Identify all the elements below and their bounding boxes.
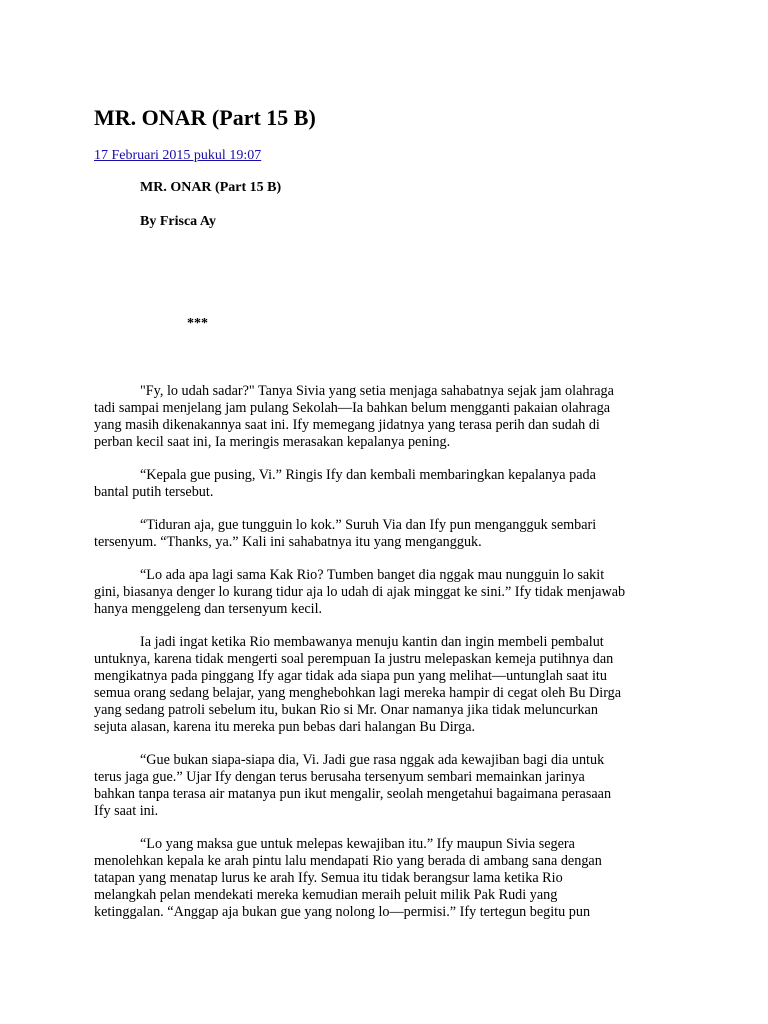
story-paragraph: “Lo yang maksa gue untuk melepas kewajiban itu.” Ify maupun Sivia segera menolehkan kepala ke arah pintu lalu mendapati Rio yang berada di ambang sana dengan tatapan yang menatap lurus ke arah Ify. Semua itu tidak berangsur lama ketika Rio melangkah pelan mendekati mereka kemudian meraih peluit milik Pak Rudi yang ketinggalan. “Anggap aja bukan gue yang nolong lo—permisi.” Ify tertegun begitu pun [94, 836, 602, 920]
story-body [94, 383, 676, 937]
story-paragraph: “Lo ada apa lagi sama Kak Rio? Tumben banget dia nggak mau nungguin lo sakit gini, biasanya denger lo kurang tidur aja lo udah di ajak minggat ke sini.” Ify tidak menjawab hanya menggeleng dan tersenyum kecil. [94, 567, 626, 617]
story-author: By Frisca Ay [140, 214, 216, 229]
post-date-link[interactable]: 17 Februari 2015 pukul 19:07 [94, 148, 262, 163]
story-paragraph: “Gue bukan siapa-siapa dia, Vi. Jadi gue rasa nggak ada kewajiban bagi dia untuk terus jaga gue.” Ujar Ify dengan terus berusaha tersenyum sembari memainkan jarinya bahkan tanpa terasa air matanya pun ikut mengalir, seolah mengetahui bagaimana perasaan Ify saat ini. [94, 752, 612, 819]
story-paragraph: "Fy, lo udah sadar?" Tanya Sivia yang setia menjaga sahabatnya sejak jam olahraga tadi sampai menjelang jam pulang Sekolah—Ia bahkan belum mengganti pakaian olahraga yang masih dikenakannya saat ini. Ify memegang jidatnya yang terasa perih dan sudah di perban kecil saat ini, Ia meringis merasakan kepalanya pening. [94, 383, 614, 450]
page-title: MR. ONAR (Part 15 B) [94, 105, 316, 130]
story-title: MR. ONAR (Part 15 B) [140, 180, 282, 195]
story-paragraph: “Tiduran aja, gue tungguin lo kok.” Suruh Via dan Ify pun mengangguk sembari tersenyum. “Thanks, ya.” Kali ini sahabatnya itu yang mengangguk. [94, 517, 597, 550]
section-separator: *** [187, 316, 208, 331]
story-paragraph: “Kepala gue pusing, Vi.” Ringis Ify dan kembali membaringkan kepalanya pada bantal putih tersebut. [94, 467, 596, 500]
story-paragraph: Ia jadi ingat ketika Rio membawanya menuju kantin dan ingin membeli pembalut untuknya, karena tidak mengerti soal perempuan Ia justru melepaskan kemeja putihnya dan mengikatnya pada pinggang Ify agar tidak ada siapa pun yang melihat—untunglah saat itu semua orang sedang belajar, yang menghebohkan lagi mereka hampir di cegat oleh Bu Dirga yang sedang patroli sebelum itu, bukan Rio si Mr. Onar namanya jika tidak meluncurkan sejuta alasan, karena itu mereka pun bebas dari halangan Bu Dirga. [94, 634, 622, 735]
